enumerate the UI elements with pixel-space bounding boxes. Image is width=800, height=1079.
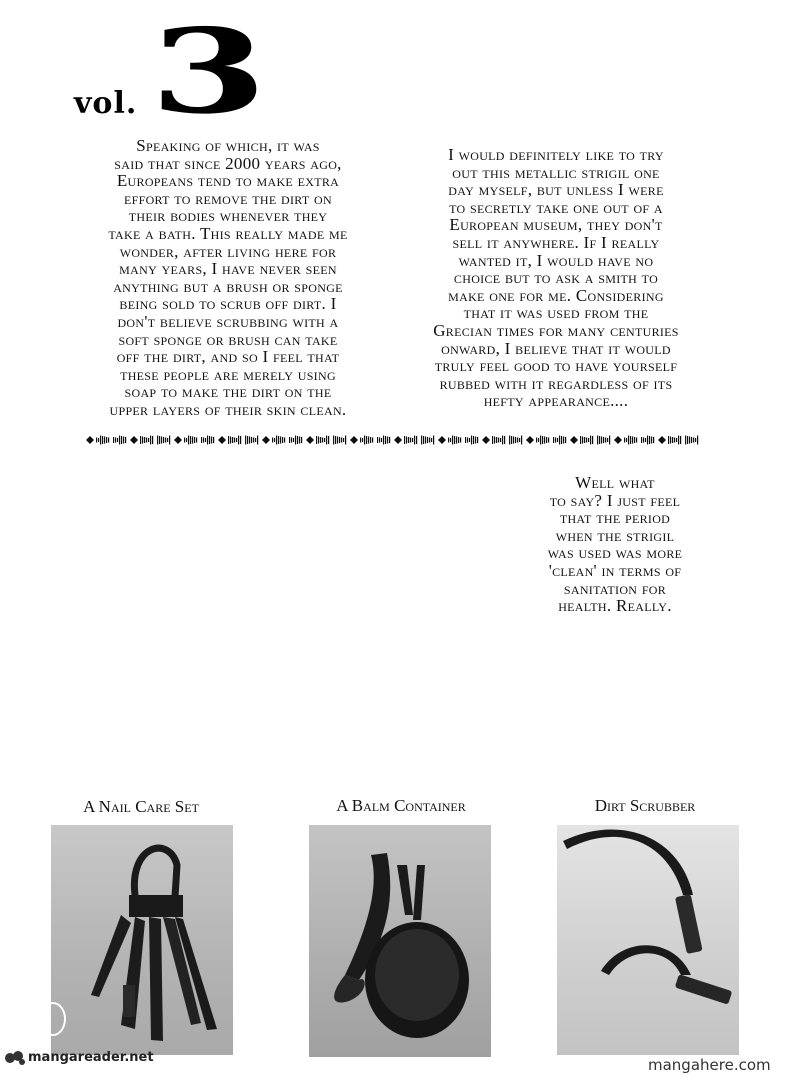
divider-tick (406, 437, 407, 444)
divider-tick (425, 437, 426, 444)
balm-container-illustration (309, 825, 491, 1057)
divider-tick (299, 437, 300, 444)
divider-tick (697, 436, 698, 445)
divider-diamond (174, 436, 182, 444)
divider-tick (284, 438, 285, 443)
caption-nail-care-set: A Nail Care Set (83, 797, 199, 816)
divider-tick (668, 436, 669, 444)
divider-tick (427, 437, 428, 443)
divider-tick (500, 438, 501, 442)
divider-tick (509, 436, 510, 445)
divider-tick (685, 436, 686, 445)
divider-tick (653, 437, 654, 443)
divider-tick (609, 436, 610, 445)
divider-tick (548, 438, 549, 443)
divider-tick (429, 438, 430, 443)
divider-tick (125, 437, 126, 443)
divider-tick (494, 437, 495, 444)
divider-tick (326, 436, 327, 445)
divider-tick (339, 437, 340, 443)
text-line: health. Really. (558, 596, 672, 616)
divider-tick (104, 437, 105, 444)
divider-diamond (526, 436, 534, 444)
divider-tick (272, 438, 273, 443)
divider-tick (140, 436, 141, 444)
divider-tick (203, 438, 204, 443)
divider-tick (691, 437, 692, 443)
mangareader-logo-icon (4, 1048, 26, 1068)
divider-tick (228, 436, 229, 444)
divider-tick (511, 436, 512, 444)
text-line: sanitation for (563, 578, 667, 598)
text-line: that it was used from the (463, 303, 649, 323)
volume-label: vol. (74, 86, 138, 121)
divider-tick (194, 437, 195, 443)
divider-tick (152, 436, 153, 444)
divider-tick (513, 437, 514, 444)
divider-tick (341, 438, 342, 443)
divider-tick (471, 436, 472, 445)
divider-tick (150, 436, 151, 445)
divider-tick (695, 438, 696, 442)
text-line: don't believe scrubbing with a (117, 311, 339, 331)
text-line: their bodies whenever they (128, 206, 328, 226)
divider-diamond (262, 436, 270, 444)
divider-tick (368, 437, 369, 444)
divider-diamond (482, 436, 490, 444)
balm-container-photo (309, 825, 491, 1057)
divider-tick (580, 436, 581, 444)
text-line: these people are merely using (120, 364, 336, 384)
divider-tick (477, 437, 478, 443)
divider-tick (674, 438, 675, 443)
divider-tick (333, 436, 334, 445)
divider-tick (584, 437, 585, 443)
divider-tick (607, 438, 608, 442)
divider-tick (404, 436, 405, 444)
divider-tick (458, 437, 459, 443)
divider-tick (207, 436, 208, 445)
divider-tick (410, 438, 411, 443)
divider-tick (335, 436, 336, 444)
divider-tick (251, 437, 252, 443)
divider-tick (412, 438, 413, 442)
divider-tick (320, 437, 321, 443)
divider-tick (345, 436, 346, 445)
divider-tick (161, 437, 162, 444)
divider-tick (563, 437, 564, 444)
divider-tick (186, 438, 187, 442)
divider-tick (157, 436, 158, 445)
divider-tick (475, 437, 476, 444)
divider-tick (492, 436, 493, 444)
divider-tick (624, 438, 625, 443)
divider-tick (416, 436, 417, 444)
left-column-text (78, 137, 378, 419)
divider-tick (240, 436, 241, 444)
divider-tick (274, 438, 275, 442)
text-line: rubbed with it regardless of its (439, 373, 673, 393)
divider-tick (291, 438, 292, 443)
text-line: hefty appearance.... (483, 391, 629, 411)
divider-tick (144, 437, 145, 443)
divider-tick (278, 436, 279, 444)
divider-tick (247, 436, 248, 444)
divider-tick (680, 436, 681, 444)
divider-tick (387, 437, 388, 444)
divider-tick (565, 437, 566, 443)
divider-tick (232, 437, 233, 443)
divider-tick (546, 437, 547, 443)
divider-tick (201, 437, 202, 443)
text-line: Grecian times for many centuries (433, 320, 679, 340)
text-line: take a bath. This really made me (108, 223, 348, 243)
divider-tick (592, 436, 593, 444)
divider-tick (337, 437, 338, 444)
volume-number: 3 (150, 4, 268, 140)
divider-tick (169, 436, 170, 445)
divider-tick (379, 438, 380, 443)
divider-tick (454, 436, 455, 444)
ornamental-divider (86, 432, 700, 448)
nail-care-set-illustration (51, 825, 233, 1055)
divider-tick (119, 436, 120, 445)
text-line: wanted it, I would have no (458, 250, 654, 270)
divider-tick (293, 438, 294, 442)
divider-tick (324, 438, 325, 442)
divider-tick (385, 436, 386, 444)
text-line: sell it anywhere. If I really (452, 232, 660, 252)
divider-tick (431, 438, 432, 442)
divider-diamond (350, 436, 358, 444)
divider-tick (102, 436, 103, 444)
divider-tick (184, 438, 185, 443)
divider-tick (148, 438, 149, 442)
text-line: Speaking of which, it was (136, 136, 320, 155)
divider-tick (473, 436, 474, 444)
text-line: many years, I have never seen (119, 259, 337, 279)
divider-tick (389, 437, 390, 443)
divider-tick (536, 438, 537, 443)
divider-tick (504, 436, 505, 444)
text-line: was used was more (547, 543, 683, 563)
right-column-text (406, 146, 706, 410)
divider-tick (651, 437, 652, 444)
divider-tick (211, 437, 212, 444)
divider-diamond (218, 436, 226, 444)
divider-tick (689, 437, 690, 444)
divider-tick (687, 436, 688, 444)
divider-tick (647, 436, 648, 445)
text-line: choice but to ask a smith to (453, 268, 659, 288)
caption-dirt-scrubber: Dirt Scrubber (594, 796, 696, 815)
divider-tick (295, 436, 296, 445)
divider-tick (213, 437, 214, 443)
text-line: to say? I just feel (549, 490, 681, 510)
divider-tick (408, 437, 409, 443)
divider-tick (553, 437, 554, 443)
divider-tick (115, 438, 116, 443)
page-number-marker (40, 1002, 66, 1036)
divider-tick (108, 438, 109, 443)
text-line: make one for me. Considering (448, 285, 664, 305)
divider-tick (542, 436, 543, 444)
divider-tick (582, 437, 583, 444)
divider-tick (364, 436, 365, 445)
divider-tick (113, 437, 114, 443)
divider-tick (469, 438, 470, 442)
divider-tick (297, 436, 298, 444)
text-line: anything but a brush or sponge (113, 276, 343, 296)
watermark-mangahere[interactable]: mangahere.com (648, 1056, 771, 1074)
divider-diamond (438, 436, 446, 444)
divider-tick (460, 438, 461, 443)
divider-tick (559, 436, 560, 445)
divider-tick (96, 438, 97, 443)
divider-tick (456, 437, 457, 444)
divider-tick (630, 436, 631, 444)
divider-tick (649, 436, 650, 444)
divider-tick (465, 437, 466, 443)
divider-tick (238, 436, 239, 445)
divider-tick (322, 438, 323, 443)
text-line: European museum, they don't (449, 215, 663, 235)
divider-tick (328, 436, 329, 444)
divider-tick (544, 437, 545, 444)
divider-tick (670, 437, 671, 444)
text-line: soap to make the dirt on the (124, 382, 332, 402)
divider-tick (289, 437, 290, 443)
text-line: effort to remove the dirt on (124, 188, 332, 208)
divider-tick (196, 438, 197, 443)
divider-diamond (614, 436, 622, 444)
divider-tick (676, 438, 677, 442)
caption-balm-container: A Balm Container (336, 796, 466, 815)
text-line: onward, I believe that it would (441, 338, 671, 358)
divider-tick (636, 438, 637, 443)
divider-tick (372, 438, 373, 443)
watermark-mangareader[interactable]: mangareader.net (28, 1050, 154, 1065)
divider-tick (521, 436, 522, 445)
divider-tick (142, 437, 143, 444)
divider-tick (628, 436, 629, 445)
divider-tick (163, 437, 164, 443)
divider-tick (693, 438, 694, 443)
divider-tick (167, 438, 168, 442)
divider-tick (381, 438, 382, 442)
divider-tick (599, 436, 600, 444)
divider-diamond (394, 436, 402, 444)
divider-tick (634, 437, 635, 443)
divider-tick (370, 437, 371, 443)
divider-tick (362, 438, 363, 442)
divider-tick (555, 438, 556, 443)
divider-tick (672, 437, 673, 443)
divider-tick (452, 436, 453, 445)
divider-tick (433, 436, 434, 445)
divider-tick (301, 437, 302, 443)
text-line: 'clean' in terms of (548, 560, 682, 580)
divider-tick (626, 438, 627, 442)
divider-tick (383, 436, 384, 445)
text-line: when the strigil (555, 525, 675, 545)
text-line: off the dirt, and so I feel that (116, 347, 340, 367)
text-line: soft sponge or brush can take (118, 329, 338, 349)
divider-tick (605, 438, 606, 443)
text-line: said that since 2000 years ago, (114, 153, 342, 173)
divider-tick (588, 438, 589, 442)
divider-tick (678, 436, 679, 445)
divider-tick (209, 436, 210, 444)
divider-diamond (658, 436, 666, 444)
divider-tick (601, 437, 602, 444)
dirt-scrubber-photo (557, 825, 739, 1055)
divider-tick (360, 438, 361, 443)
divider-tick (121, 436, 122, 444)
divider-tick (245, 436, 246, 445)
divider-tick (159, 436, 160, 444)
divider-tick (603, 437, 604, 443)
divider-tick (123, 437, 124, 444)
divider-tick (249, 437, 250, 444)
divider-tick (257, 436, 258, 445)
divider-tick (280, 437, 281, 444)
text-line: that the period (559, 508, 671, 528)
divider-tick (498, 438, 499, 443)
divider-tick (538, 438, 539, 442)
divider-tick (236, 438, 237, 442)
divider-tick (496, 437, 497, 443)
divider-tick (467, 438, 468, 443)
divider-tick (423, 436, 424, 444)
divider-tick (366, 436, 367, 444)
divider-tick (318, 437, 319, 444)
divider-tick (343, 438, 344, 442)
divider-tick (282, 437, 283, 443)
divider-tick (586, 438, 587, 443)
text-line: Well what (575, 473, 655, 492)
divider-tick (643, 438, 644, 443)
divider-tick (448, 438, 449, 443)
text-line: being sold to scrub off dirt. I (119, 294, 337, 314)
divider-tick (414, 436, 415, 445)
divider-tick (519, 438, 520, 442)
text-line: wonder, after living here for (119, 241, 337, 261)
nail-care-set-photo (51, 825, 233, 1055)
side-note (520, 474, 710, 615)
divider-diamond (86, 436, 94, 444)
divider-tick (316, 436, 317, 444)
divider-diamond (306, 436, 314, 444)
divider-tick (253, 438, 254, 443)
text-line: to secretly take one out of a (449, 197, 663, 217)
divider-tick (515, 437, 516, 443)
divider-tick (502, 436, 503, 445)
dirt-scrubber-illustration (557, 825, 739, 1055)
text-line: out this metallic strigil one (452, 162, 660, 182)
divider-tick (597, 436, 598, 445)
divider-tick (98, 438, 99, 442)
divider-tick (165, 438, 166, 443)
text-line: day myself, but unless I were (448, 180, 664, 200)
divider-tick (561, 436, 562, 444)
text-line: Europeans tend to make extra (116, 171, 340, 191)
divider-tick (188, 436, 189, 445)
divider-tick (641, 437, 642, 443)
divider-tick (234, 438, 235, 443)
divider-tick (645, 438, 646, 442)
divider-tick (255, 438, 256, 442)
divider-tick (230, 437, 231, 444)
divider-tick (205, 438, 206, 442)
divider-tick (557, 438, 558, 442)
divider-tick (590, 436, 591, 445)
divider-tick (450, 438, 451, 442)
divider-tick (190, 436, 191, 444)
divider-tick (146, 438, 147, 443)
divider-tick (540, 436, 541, 445)
text-line: truly feel good to have yourself (434, 356, 678, 376)
divider-tick (276, 436, 277, 445)
divider-tick (517, 438, 518, 443)
divider-tick (100, 436, 101, 445)
divider-diamond (130, 436, 138, 444)
text-line: I would definitely like to try (448, 145, 664, 164)
divider-tick (632, 437, 633, 444)
divider-tick (421, 436, 422, 445)
divider-tick (192, 437, 193, 444)
divider-tick (117, 438, 118, 442)
divider-tick (106, 437, 107, 443)
divider-diamond (570, 436, 578, 444)
divider-tick (377, 437, 378, 443)
text-line: upper layers of their skin clean. (109, 399, 347, 419)
